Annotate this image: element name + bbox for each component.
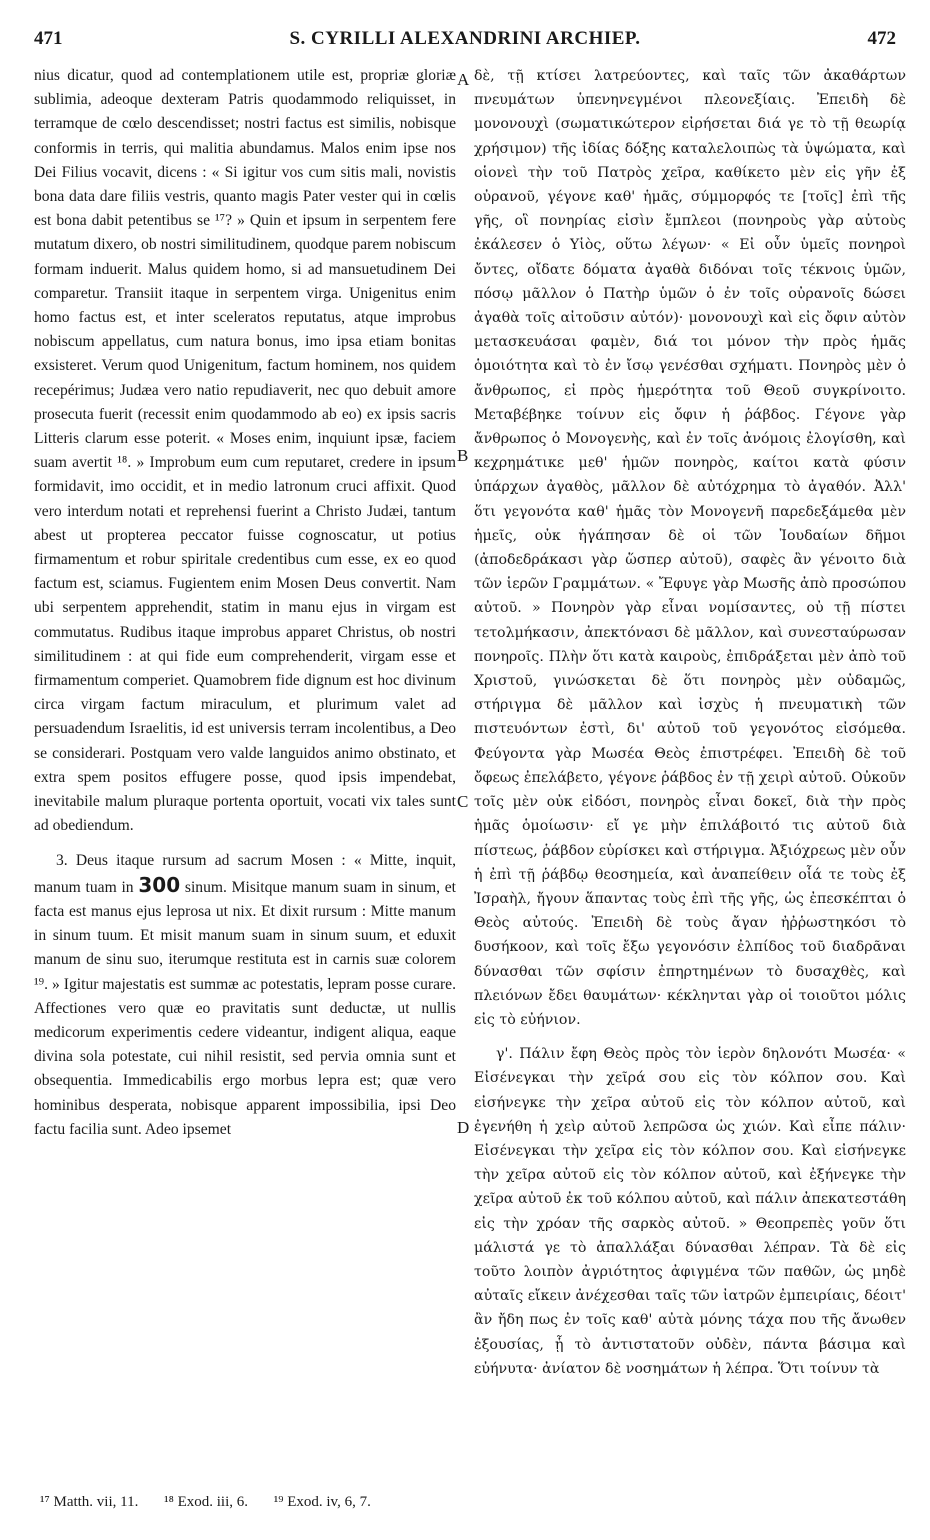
page-header [34, 28, 896, 58]
greek-column [474, 64, 906, 1381]
footnote-18: ¹⁸ Exod. iii, 6. [164, 1494, 248, 1510]
margin-letter-d: D [457, 1118, 470, 1137]
page-number-left: 471 [34, 28, 63, 49]
footnote-19: ¹⁹ Exod. iv, 6, 7. [273, 1494, 371, 1510]
latin-paragraph-1: nius dicatur, quod ad contemplationem utile est, propriæ gloriæ sublimia, adeoque dexteram Patris quodammodo reliquisset, in terramque de cœlo descendisset; nostri factus est similis, nobisque conformis in terris, qui malitia abundamus. Malos enim ipse nos Dei Filius vocavit, dicens : « Si igitur vos cum sitis mali, novistis bona data dare filiis vestris, quanto magis Pater vester qui in cœlis est bona dabit petentibus se ¹⁷? » Quin et ipsum in serpentem fere mutatum dixero, ob nostri similitudinem, quodque parem nobiscum formam induerit. Malus quidem homo, si ad mansuetudinem Dei comparetur. Transiit itaque in serpentem virga. Unigenitus enim homo factus est, et inter sceleratos reputatus, atque improbus nobiscum appellatus, cum natura bonus, imo ipsa etiam bonitas exsisteret. Verum quod Unigenitum, factum hominem, nos quidem recepérimus; Judæa vero natio repudiaverit, nec quo debuit amore prosecuta fuerit (recessit enim quodammodo ab eo) ex ipsis sacris Litteris clarum esse poterit. « Moses enim, inquiunt ipsæ, faciem suam avertit ¹⁸. » Improbum eum cum reputaret, credere in ipsum formidavit, imo occidit, et in medio latronum cruci affixit. Quod vero interdum notati et reprehensi fuerint a Christo Judæi, tantum abest ut propterea peccator fuisse cognoscatur, ut potius firmamentum et robur spiritale credentibus cum esse, ex eo quod factum est, sciamus. Fugientem enim Mosen Deus convertit. Nam ubi serpentem apprehendit, statim in manu ejus in virgam est commutatus. Rudibus itaque improbus apparet Christus, ob nostri similitudinem : at qui fide eum comprehenderit, virgam esse et firmamentum comperiet. Quamobrem fide dignum est hoc divinum circa virgam factum miraculum, et plurimum valet ad persuadendum Israelitis, id est universis terram incolentibus, a Deo se considerari. Postquam vero valde languidos animo obstinato, et extra spem positos effugere posse, quod ipsis impendebat, inevitabile malum pluraque portenta oportuit, vocati vix tales sunt ad obediendum. [34, 67, 456, 835]
latin-paragraph-2-rest: sinum. Misitque manum suam in sinum, et facta est manus ejus leprosa ut nix. Et dixit rursum : Mitte manum in sinum tuum. Et misit manum suam in sinum suum, et eduxit manum de sinu suo, iterumque restituta est in carnis suæ colorem ¹⁹. » Igitur majestatis est summæ ac potestatis, lepram posse curare. Affectiones vero quæ eo pravitatis sunt deductæ, ut nullis medicorum experimentis cedere videantur, indigent aliqua, eaque divina sola potestate, cui nihil resistit, sed pervia omnia sunt et obsequentia. Immedicabilis ergo morbus lepra est; quæ vero hominibus desperata, nobisque apparent impossibilia, ipsi Deo factu facilia sunt. Adeo ipsemet [34, 878, 456, 1138]
margin-letter-c: C [457, 792, 469, 811]
footnote-17: ¹⁷ Matth. vii, 11. [40, 1494, 139, 1510]
margin-letter-a: A [457, 70, 470, 89]
latin-paragraph-2 [34, 849, 456, 1142]
greek-paragraph-2: γ'. Πάλιν ἔφη Θεὸς πρὸς τὸν ἱερὸν δηλονότι Μωσέα· « Εἰσένεγκαι τὴν χεῖρά σου εἰς τὸν κόλπον σου. Καὶ εἰσήνεγκε τὴν χεῖρα αὐτοῦ εἰς τὸν κόλπον αὐτοῦ, καὶ ἐγενήθη ἡ χεὶρ αὐτοῦ λεπρῶσα ὡς χιών. Καὶ εἶπε πάλιν· Εἰσένεγκαι τὴν χεῖρα εἰς τὸν κόλπον σου. Καὶ εἰσήνεγκε τὴν χεῖρα αὐτοῦ εἰς τὸν κόλπον αὐτοῦ, καὶ ἐξήνεγκε τὴν χεῖρα αὐτοῦ ἐκ τοῦ κόλπου αὐτοῦ, καὶ πάλιν ἀπεκατεστάθη εἰς τὴν χρόαν τῆς σαρκὸς αὐτοῦ. » Θεοπρεπὲς γοῦν ὅτι μάλιστά γε τὸ ἀπαλλάξαι δύνασθαι λέπραν. Τὰ δὲ εἰς τοῦτο λοιπὸν ἀγριότητος ἀφιγμένα τῶν παθῶν, ὡς μηδὲ αὐταῖς εἴκειν ἀνέχεσθαι ταῖς τῶν ἰατρῶν ἐμπειρίαις, δέοιτ' ἂν ἤδη πως ἐν τοῖς καθ' αὐτὰ μόνης τάχα που τῆς ἄνωθεν ἐξουσίας, ᾗ τὸ ἀντιστατοῦν οὐδὲν, πάντα βάσιμα καὶ εὐήνυτα· ἀνίατον δὲ νοσημάτων ἡ λέπρα. Ὅτι τοίνυν τὰ [474, 1046, 906, 1377]
latin-column [34, 64, 456, 1142]
running-title: S. CYRILLI ALEXANDRINI ARCHIEP. [289, 28, 641, 49]
column-number: 300 [138, 872, 181, 897]
greek-paragraph-1: δὲ, τῇ κτίσει λατρεύοντες, καὶ ταῖς τῶν ἀκαθάρτων πνευμάτων ὑπενηνεγμένοι πλεονεξίαις. Ἐπειδὴ δὲ μονονουχὶ (σωματικώτερον εἰρήσεται διά γε τὸ τῇ θεωρίᾳ χρήσιμον) τῆς ἰδίας δόξης καταλελοιπὼς τὰ ὑψώματα, καὶ οἱονεὶ τὴν τοῦ Πατρὸς χεῖρα, καθίκετο μὲν εἰς γῆν ἐξ οὐρανοῦ, γέγονε καθ' ἡμᾶς, σύμμορφός τε [τοῖς] ἐπὶ τῆς γῆς, οἳ πονηρίας εἰσὶν ἔμπλεοι (πονηροὺς γὰρ αὐτοὺς ἐκάλεσεν ὁ Υἱὸς, οὕτω λέγων· « Εἰ οὖν ὑμεῖς πονηροὶ ὄντες, οἴδατε δόματα ἀγαθὰ διδόναι τοῖς τέκνοις ὑμῶν, πόσῳ μᾶλλον ὁ Πατὴρ ὑμῶν ὁ ἐν τοῖς οὐρανοῖς δώσει ἀγαθὰ τοῖς αἰτοῦσιν αὐτόν)· μονονουχὶ καὶ εἰς ὄφιν αὐτὸν μετασκευάσαι φαμὲν, διά τοι μόνον τὴν πρὸς ἡμᾶς ὁμοιότητα καὶ τὸ ἐν ἴσῳ γενέσθαι σχήματι. Πονηρὸς μὲν ὁ ἄνθρωπος, εἰ πρὸς ἡμερότητα τοῦ Θεοῦ συγκρίνοιτο. Μεταβέβηκε τοίνυν εἰς ὄφιν ἡ ῥάβδος. Γέγονε γὰρ ἄνθρωπος ὁ Μονογενὴς, καὶ ἐν τοῖς ἀνόμοις ἐλογίσθη, καὶ κεχρημάτικε μεθ' ἡμῶν πονηρὸς, καίτοι κατὰ φύσιν ὑπάρχων ἀγαθὸς, μᾶλλον δὲ αὐτόχρημα τὸ ἀγαθόν. Ἀλλ' ὅτι γεγονότα καθ' ἡμᾶς τὸν Μονογενῆ παρεδεξάμεθα μὲν ἡμεῖς, οὐκ ἠγάπησαν δὲ οἱ τῶν Ἰουδαίων δῆμοι (ἀποδεδράκασι γὰρ ὥσπερ αὐτοῦ), σαφὲς ἂν γένοιτο διὰ τῶν ἱερῶν Γραμμάτων. « Ἔφυγε γὰρ Μωσῆς ἀπὸ προσώπου αὐτοῦ. » Πονηρὸν γὰρ εἶναι νομίσαντες, οὐ τῇ πίστει τετολμήκασιν, ἀπεκτόνασι δὲ μᾶλλον, καὶ συνεσταύρωσαν πονηροῖς. Πλὴν ὅτι κατὰ καιροὺς, ἐπιδράξεται μὲν ἀπὸ τοῦ Χριστοῦ, γινώσκεται δὲ ὅτι πονηρὸς μὲν οὐδαμῶς, στήριγμα δὲ μᾶλλον καὶ ἰσχὺς ἡ πνευματικὴ τῶν πιστευόντων ἐστὶ, δι' αὐτοῦ τοῦ γεγονότος εἰσόμεθα. Φεύγοντα γὰρ Μωσέα Θεὸς ἐπιστρέφει. Ἐπειδὴ δὲ τοῦ ὄφεως ἐπελάβετο, γέγονε ῥάβδος ἐν τῇ χειρὶ αὐτοῦ. Οὐκοῦν τοῖς μὲν οὐκ εἰδόσι, πονηρὸς εἶναι δοκεῖ, διὰ τὴν πρὸς ἡμᾶς ὁμοίωσιν· εἴ γε μὴν ἐπιλάβοιτό τις αὐτοῦ διὰ πίστεως, ῥάβδον εὑρίσκει καὶ στήριγμα. Ἀξιόχρεως μὲν οὖν ἡ ἐπὶ τῇ ῥάβδῳ θεοσημεία, καὶ ἀναπείθειν οἷά τε τοὺς ἐξ Ἰσραὴλ, ἤγουν ἅπαντας τοὺς ἐπὶ τῆς γῆς, ὡς ἐπεσκέπται ὁ Θεὸς αὐτούς. Ἐπειδὴ δὲ τοὺς ἄγαν ἠῤῥωστηκόσι τὸ δυσήκοον, καὶ τοῖς ἔξω γεγονόσιν ἐλπίδος τοῦ διαδρᾶναι δύνασθαι τῶν σφίσιν ἐπηρτημένων τὸ δυσαχθὲς, καὶ πλειόνων ἔδει θαυμάτων· κέκληνται γὰρ οἱ τοιοῦτοι μόλις εἰς τὸ εὐήνιον. [474, 68, 906, 1028]
footnotes [40, 1494, 900, 1511]
page-number-right: 472 [867, 28, 896, 49]
margin-letter-b: B [457, 446, 469, 465]
latin-paragraph-2-start: 3. Deus itaque rursum ad sacrum Mosen : « Mitte, inquit, manum tuam in [34, 851, 456, 896]
